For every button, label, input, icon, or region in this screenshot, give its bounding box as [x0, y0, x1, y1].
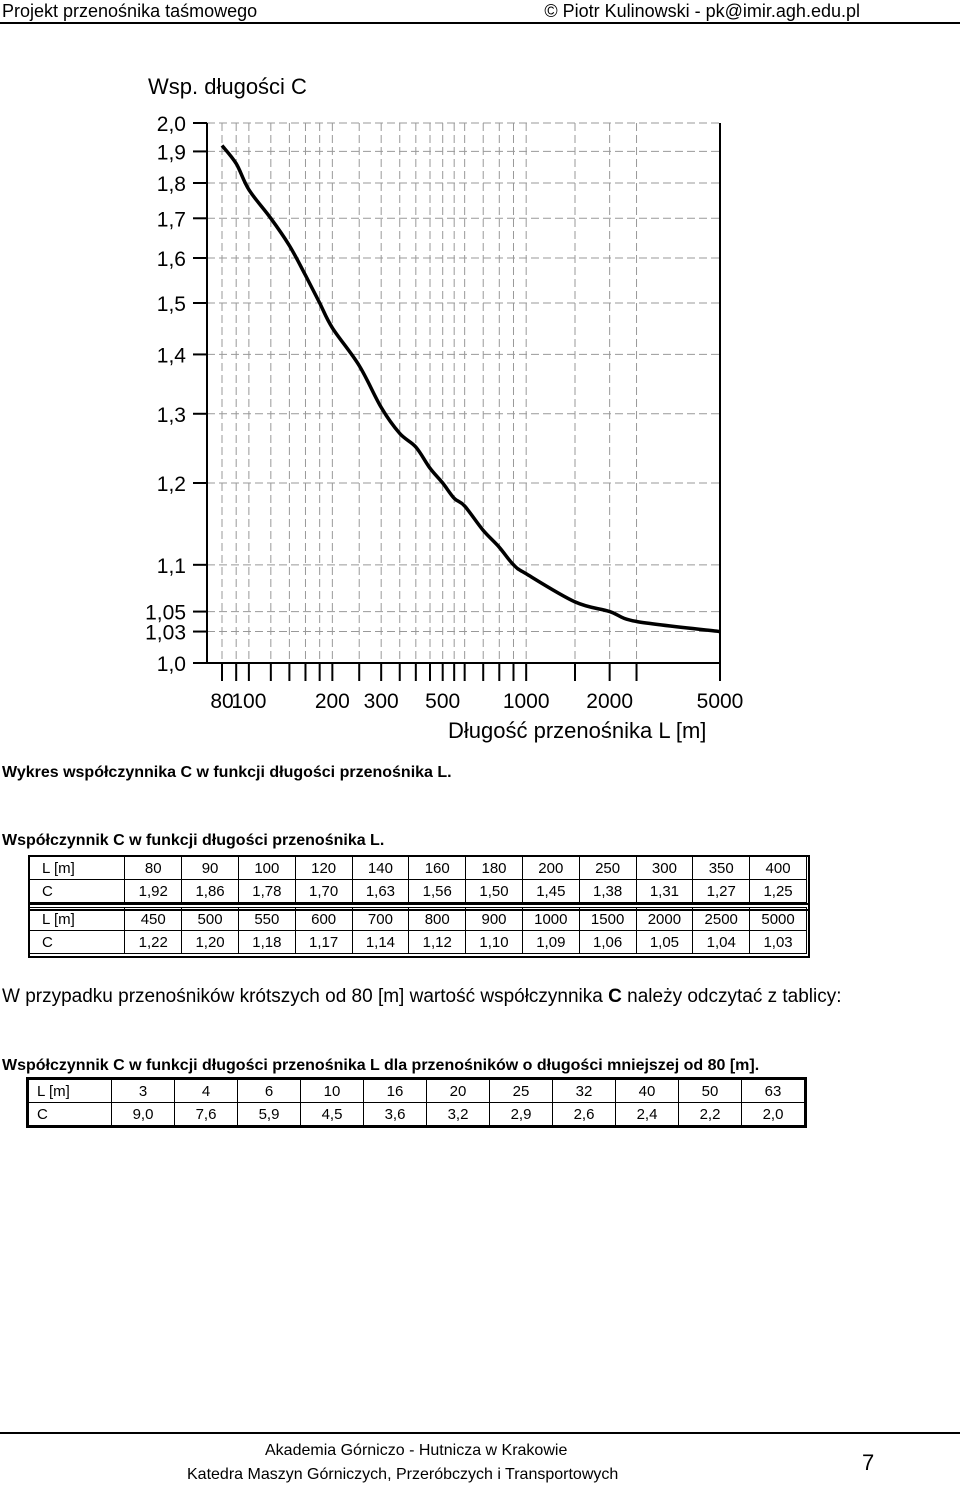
table1-cell: 1,78: [238, 880, 295, 903]
table1-cell: 180: [466, 857, 523, 880]
table1-cell: 350: [693, 857, 750, 880]
table1-cell: 1,25: [750, 880, 807, 903]
table2-cell: 6: [238, 1080, 301, 1103]
table1-cell: 1,18: [238, 931, 295, 954]
y-axis-label: Wsp. długości C: [148, 74, 307, 99]
table1-cell: 1,38: [579, 880, 636, 903]
footer-department: Katedra Maszyn Górniczych, Przeróbczych i Transportowych: [187, 1466, 619, 1483]
table1-row-label: C: [30, 880, 125, 903]
x-tick-label: 2000: [586, 690, 634, 713]
table1-cell: 1,92: [125, 880, 182, 903]
table1-cell: 120: [295, 857, 352, 880]
table1-cell: 1,70: [295, 880, 352, 903]
table1-cell: 400: [750, 857, 807, 880]
table1-cell: 700: [352, 908, 409, 931]
table2-cell: 3,6: [364, 1103, 427, 1126]
table2-cell: 3: [112, 1080, 175, 1103]
table1-cell: 1,20: [182, 931, 239, 954]
table1-cell: 1,05: [636, 931, 693, 954]
table-row: [29, 1080, 805, 1103]
table1-caption: Współczynnik C w funkcji długości przenośnika L.: [2, 832, 385, 849]
table2-cell: 50: [679, 1080, 742, 1103]
table1-cell: 1,09: [522, 931, 579, 954]
table2-cell: 16: [364, 1080, 427, 1103]
table2-cell: 2,6: [553, 1103, 616, 1126]
table1-cell: 500: [182, 908, 239, 931]
short-conveyor-table: [28, 1079, 805, 1126]
table-row: [30, 931, 807, 954]
table1-cell: 1,10: [466, 931, 523, 954]
x-tick-label: 300: [363, 690, 399, 713]
table1-cell: 160: [409, 857, 466, 880]
y-tick-label: 1,03: [145, 621, 186, 645]
table1-row-label: L [m]: [30, 908, 125, 931]
y-tick-label: 2,0: [156, 113, 186, 136]
header-rule: [0, 22, 960, 24]
table1-cell: 550: [238, 908, 295, 931]
page-number: 7: [862, 1450, 875, 1475]
table1-cell: 1,22: [125, 931, 182, 954]
y-tick-label: 1,1: [156, 554, 186, 578]
table1-cell: 1,56: [409, 880, 466, 903]
table2-cell: 2,0: [742, 1103, 805, 1126]
table1-cell: 1,31: [636, 880, 693, 903]
x-tick-label: 1000: [502, 690, 550, 713]
table1-cell: 140: [352, 857, 409, 880]
x-tick-label: 5000: [696, 690, 744, 713]
table1-cell: 250: [579, 857, 636, 880]
table1-cell: 1,12: [409, 931, 466, 954]
table2-cell: 20: [427, 1080, 490, 1103]
y-tick-label: 1,4: [156, 344, 186, 368]
table1-cell: 100: [238, 857, 295, 880]
header-author: © Piotr Kulinowski - pk@imir.agh.edu.pl: [544, 1, 860, 21]
table1-cell: 1000: [522, 908, 579, 931]
table1-cell: 1,63: [352, 880, 409, 903]
table2-row-label: C: [29, 1103, 112, 1126]
x-tick-labels: [210, 690, 743, 713]
table1-cell: 1,50: [466, 880, 523, 903]
table2-cell: 9,0: [112, 1103, 175, 1126]
table2-cell: 7,6: [175, 1103, 238, 1126]
y-tick-label: 1,6: [156, 248, 186, 271]
table2-row-label: L [m]: [29, 1080, 112, 1103]
table2-cell: 2,4: [616, 1103, 679, 1126]
table-row: [30, 908, 807, 931]
table1-row-label: L [m]: [30, 857, 125, 880]
y-tick-label: 1,5: [156, 293, 186, 316]
table1-cell: 200: [522, 857, 579, 880]
x-tick-label: 200: [314, 690, 350, 713]
table-row: [30, 857, 807, 880]
y-tick-label: 1,3: [156, 403, 186, 427]
y-tick-label: 1,05: [145, 601, 186, 625]
y-tick-label: 1,0: [156, 653, 186, 676]
table1-cell: 450: [125, 908, 182, 931]
table1-cell: 1,27: [693, 880, 750, 903]
table2-cell: 4,5: [301, 1103, 364, 1126]
chart-axes: [193, 123, 720, 681]
y-tick-label: 1,2: [156, 473, 186, 496]
table1-cell: 1,86: [182, 880, 239, 903]
table1-cell: 2500: [693, 908, 750, 931]
x-tick-label: 100: [231, 690, 267, 713]
footer-university: Akademia Górniczo - Hutnicza w Krakowie: [265, 1442, 568, 1459]
table2-cell: 10: [301, 1080, 364, 1103]
length-coefficient-chart: [0, 60, 960, 750]
x-tick-label: 500: [425, 690, 461, 713]
page-header: [0, 0, 960, 22]
table2-cell: 32: [553, 1080, 616, 1103]
table1-cell: 1,17: [295, 931, 352, 954]
coefficient-table-1: [29, 856, 807, 903]
table1-cell: 2000: [636, 908, 693, 931]
table-row: [30, 880, 807, 903]
table1-row-label: C: [30, 931, 125, 954]
table2-cell: 2,9: [490, 1103, 553, 1126]
x-tick-label: 80: [210, 690, 234, 713]
table1-cell: 1,45: [522, 880, 579, 903]
y-tick-labels: [145, 113, 186, 676]
header-title: Projekt przenośnika taśmowego: [2, 1, 258, 21]
x-axis-label: Długość przenośnika L [m]: [448, 718, 707, 743]
table1-cell: 1,04: [693, 931, 750, 954]
chart-caption: Wykres współczynnika C w funkcji długości przenośnika L.: [2, 764, 452, 781]
table1-cell: 90: [182, 857, 239, 880]
table1-cell: 300: [636, 857, 693, 880]
table2-cell: 25: [490, 1080, 553, 1103]
table1-cell: 80: [125, 857, 182, 880]
table1-cell: 1,14: [352, 931, 409, 954]
y-tick-label: 1,8: [156, 173, 186, 196]
table2-caption: Współczynnik C w funkcji długości przenośnika L dla przenośników o długości mniejszej od 80 [m].: [2, 1057, 760, 1074]
coefficient-symbol: C: [608, 986, 622, 1007]
table1-cell: 800: [409, 908, 466, 931]
table1-cell: 600: [295, 908, 352, 931]
y-tick-label: 1,9: [156, 141, 186, 165]
table1-cell: 1,06: [579, 931, 636, 954]
table1-cell: 5000: [750, 908, 807, 931]
y-tick-label: 1,7: [156, 208, 186, 232]
table2-cell: 4: [175, 1080, 238, 1103]
table-row: [29, 1103, 805, 1126]
table2-cell: 2,2: [679, 1103, 742, 1126]
coefficient-table-2: [29, 907, 807, 954]
table1-cell: 900: [466, 908, 523, 931]
chart-grid: [207, 123, 720, 663]
table2-cell: 63: [742, 1080, 805, 1103]
table1-cell: 1,03: [750, 931, 807, 954]
table2-cell: 40: [616, 1080, 679, 1103]
table2-cell: 5,9: [238, 1103, 301, 1126]
instruction-paragraph: W przypadku przenośników krótszych od 80 [m] wartość współczynnika C należy odczytać z tablicy:: [2, 986, 842, 1007]
footer-rule: [0, 1432, 960, 1434]
table2-cell: 3,2: [427, 1103, 490, 1126]
table1-cell: 1500: [579, 908, 636, 931]
